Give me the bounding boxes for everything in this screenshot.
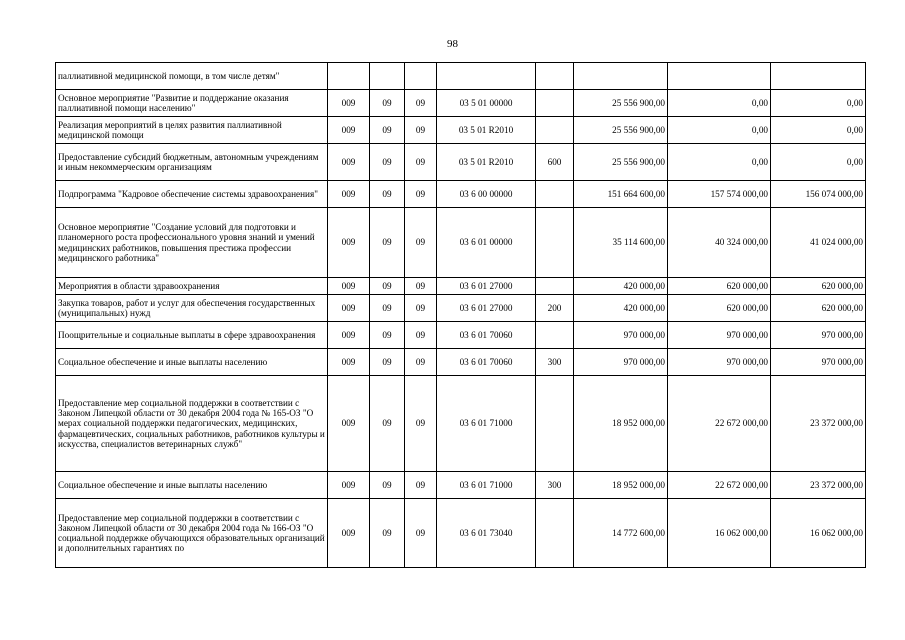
table-row xyxy=(56,90,866,117)
amount-year-2-cell: 0,00 xyxy=(668,144,771,181)
subsection-code-cell: 09 xyxy=(405,117,437,144)
subsection-code-cell: 09 xyxy=(405,376,437,472)
section-code-cell: 09 xyxy=(370,472,405,499)
amount-year-2-cell: 22 672 000,00 xyxy=(668,472,771,499)
ministry-code-cell: 009 xyxy=(328,208,370,278)
section-code-cell: 09 xyxy=(370,117,405,144)
expense-type-cell xyxy=(536,117,574,144)
amount-year-2-cell: 0,00 xyxy=(668,117,771,144)
amount-year-1-cell: 14 772 600,00 xyxy=(574,499,668,568)
expense-type-cell xyxy=(536,376,574,472)
target-article-cell: 03 6 01 71000 xyxy=(437,472,536,499)
amount-year-1-cell: 970 000,00 xyxy=(574,349,668,376)
ministry-code-cell: 009 xyxy=(328,376,370,472)
subsection-code-cell: 09 xyxy=(405,278,437,295)
table-row xyxy=(56,322,866,349)
subsection-code-cell: 09 xyxy=(405,472,437,499)
amount-year-3-cell: 970 000,00 xyxy=(771,322,866,349)
amount-year-2-cell: 22 672 000,00 xyxy=(668,376,771,472)
table-row xyxy=(56,278,866,295)
amount-year-2-cell: 40 324 000,00 xyxy=(668,208,771,278)
amount-year-3-cell: 16 062 000,00 xyxy=(771,499,866,568)
subsection-code-cell: 09 xyxy=(405,499,437,568)
section-code-cell: 09 xyxy=(370,349,405,376)
row-name-cell: Основное мероприятие "Создание условий для подготовки и планомерного роста профессионального уровня знаний и умений медицинских работников, повышения престижа профессии медицинского работника" xyxy=(56,208,328,278)
target-article-cell: 03 5 01 00000 xyxy=(437,90,536,117)
table-row xyxy=(56,499,866,568)
amount-year-2-cell: 16 062 000,00 xyxy=(668,499,771,568)
amount-year-1-cell: 151 664 600,00 xyxy=(574,181,668,208)
ministry-code-cell: 009 xyxy=(328,472,370,499)
row-name-cell: Предоставление мер социальной поддержки в соответствии с Законом Липецкой области от 30 декабря 2004 года № 166-ОЗ "О социальной поддержке обучающихся образовательных организаций и дополнительных гарантиях по xyxy=(56,499,328,568)
amount-year-2-cell: 970 000,00 xyxy=(668,322,771,349)
amount-year-1-cell: 25 556 900,00 xyxy=(574,144,668,181)
expense-type-cell: 600 xyxy=(536,144,574,181)
target-article-cell: 03 6 01 00000 xyxy=(437,208,536,278)
section-code-cell: 09 xyxy=(370,376,405,472)
subsection-code-cell: 09 xyxy=(405,322,437,349)
budget-table xyxy=(55,62,866,568)
expense-type-cell xyxy=(536,208,574,278)
expense-type-cell: 300 xyxy=(536,472,574,499)
amount-year-2-cell: 0,00 xyxy=(668,90,771,117)
section-code-cell: 09 xyxy=(370,90,405,117)
amount-year-3-cell: 41 024 000,00 xyxy=(771,208,866,278)
target-article-cell: 03 6 00 00000 xyxy=(437,181,536,208)
row-name-cell: Подпрограмма "Кадровое обеспечение системы здравоохранения" xyxy=(56,181,328,208)
ministry-code-cell xyxy=(328,63,370,90)
table-row xyxy=(56,295,866,322)
target-article-cell: 03 5 01 R2010 xyxy=(437,117,536,144)
amount-year-3-cell xyxy=(771,63,866,90)
subsection-code-cell xyxy=(405,63,437,90)
amount-year-3-cell: 0,00 xyxy=(771,90,866,117)
row-name-cell: Поощрительные и социальные выплаты в сфере здравоохранения xyxy=(56,322,328,349)
amount-year-3-cell: 620 000,00 xyxy=(771,278,866,295)
amount-year-3-cell: 23 372 000,00 xyxy=(771,472,866,499)
expense-type-cell: 300 xyxy=(536,349,574,376)
table-row xyxy=(56,349,866,376)
ministry-code-cell: 009 xyxy=(328,295,370,322)
table-row xyxy=(56,472,866,499)
table-row xyxy=(56,181,866,208)
ministry-code-cell: 009 xyxy=(328,499,370,568)
row-name-cell: Основное мероприятие "Развитие и поддержание оказания паллиативной помощи населению" xyxy=(56,90,328,117)
amount-year-2-cell: 620 000,00 xyxy=(668,278,771,295)
subsection-code-cell: 09 xyxy=(405,349,437,376)
amount-year-3-cell: 23 372 000,00 xyxy=(771,376,866,472)
amount-year-3-cell: 0,00 xyxy=(771,117,866,144)
table-row xyxy=(56,63,866,90)
table-row xyxy=(56,376,866,472)
table-row xyxy=(56,117,866,144)
amount-year-2-cell: 970 000,00 xyxy=(668,349,771,376)
amount-year-1-cell: 18 952 000,00 xyxy=(574,472,668,499)
target-article-cell: 03 5 01 R2010 xyxy=(437,144,536,181)
amount-year-3-cell: 0,00 xyxy=(771,144,866,181)
row-name-cell: Социальное обеспечение и иные выплаты населению xyxy=(56,472,328,499)
subsection-code-cell: 09 xyxy=(405,181,437,208)
target-article-cell: 03 6 01 73040 xyxy=(437,499,536,568)
ministry-code-cell: 009 xyxy=(328,349,370,376)
subsection-code-cell: 09 xyxy=(405,208,437,278)
amount-year-3-cell: 970 000,00 xyxy=(771,349,866,376)
target-article-cell: 03 6 01 70060 xyxy=(437,322,536,349)
table-body xyxy=(56,63,866,568)
expense-type-cell xyxy=(536,181,574,208)
subsection-code-cell: 09 xyxy=(405,295,437,322)
expense-type-cell xyxy=(536,63,574,90)
target-article-cell: 03 6 01 27000 xyxy=(437,295,536,322)
target-article-cell: 03 6 01 71000 xyxy=(437,376,536,472)
expense-type-cell xyxy=(536,499,574,568)
target-article-cell xyxy=(437,63,536,90)
amount-year-1-cell: 35 114 600,00 xyxy=(574,208,668,278)
ministry-code-cell: 009 xyxy=(328,117,370,144)
section-code-cell xyxy=(370,63,405,90)
section-code-cell: 09 xyxy=(370,144,405,181)
section-code-cell: 09 xyxy=(370,295,405,322)
row-name-cell: паллиативной медицинской помощи, в том числе детям" xyxy=(56,63,328,90)
expense-type-cell xyxy=(536,278,574,295)
amount-year-1-cell: 420 000,00 xyxy=(574,278,668,295)
ministry-code-cell: 009 xyxy=(328,322,370,349)
ministry-code-cell: 009 xyxy=(328,90,370,117)
amount-year-3-cell: 620 000,00 xyxy=(771,295,866,322)
amount-year-1-cell xyxy=(574,63,668,90)
amount-year-3-cell: 156 074 000,00 xyxy=(771,181,866,208)
amount-year-2-cell xyxy=(668,63,771,90)
amount-year-2-cell: 620 000,00 xyxy=(668,295,771,322)
row-name-cell: Реализация мероприятий в целях развития паллиативной медицинской помощи xyxy=(56,117,328,144)
section-code-cell: 09 xyxy=(370,322,405,349)
section-code-cell: 09 xyxy=(370,278,405,295)
amount-year-1-cell: 18 952 000,00 xyxy=(574,376,668,472)
amount-year-1-cell: 970 000,00 xyxy=(574,322,668,349)
row-name-cell: Мероприятия в области здравоохранения xyxy=(56,278,328,295)
section-code-cell: 09 xyxy=(370,499,405,568)
amount-year-2-cell: 157 574 000,00 xyxy=(668,181,771,208)
amount-year-1-cell: 25 556 900,00 xyxy=(574,117,668,144)
expense-type-cell xyxy=(536,90,574,117)
section-code-cell: 09 xyxy=(370,181,405,208)
subsection-code-cell: 09 xyxy=(405,144,437,181)
target-article-cell: 03 6 01 70060 xyxy=(437,349,536,376)
target-article-cell: 03 6 01 27000 xyxy=(437,278,536,295)
expense-type-cell xyxy=(536,322,574,349)
row-name-cell: Предоставление субсидий бюджетным, автономным учреждениям и иным некоммерческим организациям xyxy=(56,144,328,181)
table-row xyxy=(56,144,866,181)
expense-type-cell: 200 xyxy=(536,295,574,322)
ministry-code-cell: 009 xyxy=(328,181,370,208)
subsection-code-cell: 09 xyxy=(405,90,437,117)
ministry-code-cell: 009 xyxy=(328,144,370,181)
amount-year-1-cell: 25 556 900,00 xyxy=(574,90,668,117)
section-code-cell: 09 xyxy=(370,208,405,278)
ministry-code-cell: 009 xyxy=(328,278,370,295)
table-row xyxy=(56,208,866,278)
page-number: 98 xyxy=(447,38,458,50)
row-name-cell: Закупка товаров, работ и услуг для обеспечения государственных (муниципальных) нужд xyxy=(56,295,328,322)
amount-year-1-cell: 420 000,00 xyxy=(574,295,668,322)
row-name-cell: Социальное обеспечение и иные выплаты населению xyxy=(56,349,328,376)
row-name-cell: Предоставление мер социальной поддержки в соответствии с Законом Липецкой области от 30 декабря 2004 года № 165-ОЗ "О мерах социальной поддержки педагогических, медицинских, фармацевтических, социальных работников, работников культуры и искусства, специалистов ветеринарных служб" xyxy=(56,376,328,472)
